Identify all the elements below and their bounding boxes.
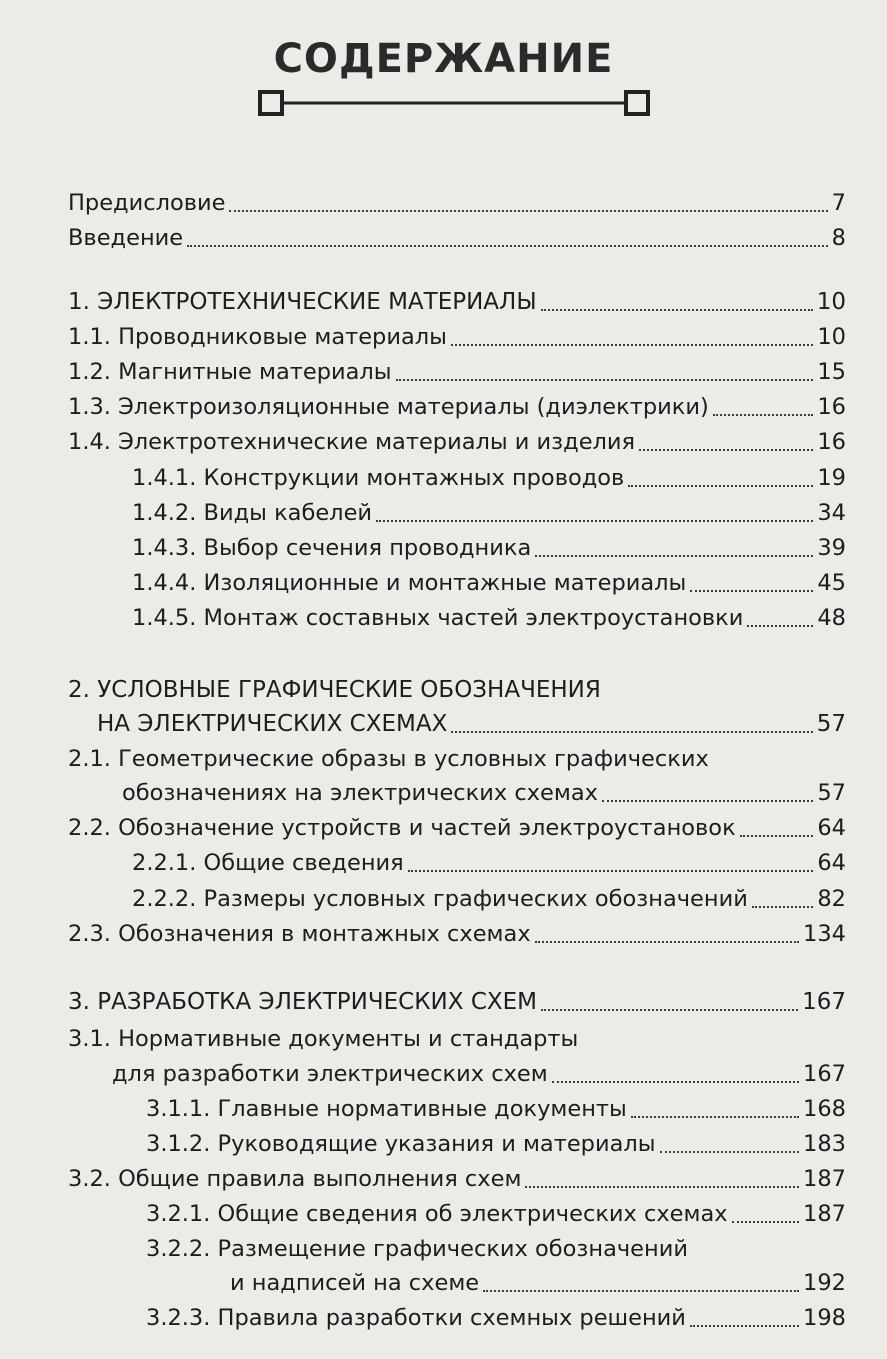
toc-entry-label: Предисловие <box>68 190 226 216</box>
toc-entry-2-3[interactable] <box>68 919 846 949</box>
leader-dots <box>628 479 813 487</box>
leader-dots <box>747 619 813 627</box>
toc-entry-label: 3.2. Общие правила выполнения схем <box>68 1166 522 1192</box>
leader-dots <box>541 303 813 311</box>
toc-page-number: 19 <box>817 465 846 491</box>
toc-entry-label: 3.2.3. Правила разработки схемных решений <box>146 1305 686 1331</box>
toc-entry-1-4-2[interactable] <box>132 498 846 528</box>
toc-page-number: 198 <box>803 1305 846 1331</box>
toc-entry-1-4-1[interactable] <box>132 463 846 493</box>
toc-entry-1-1[interactable] <box>68 322 846 352</box>
toc-section-2-line1[interactable]: 2. УСЛОВНЫЕ ГРАФИЧЕСКИЕ ОБОЗНАЧЕНИЯ <box>68 677 601 703</box>
toc-entry-label: НА ЭЛЕКТРИЧЕСКИХ СХЕМАХ <box>97 711 448 737</box>
toc-entry-label: для разработки электрических схем <box>112 1061 548 1087</box>
toc-page-number: 7 <box>831 190 846 216</box>
toc-page-number: 187 <box>803 1166 846 1192</box>
toc-entry-label: 3. РАЗРАБОТКА ЭЛЕКТРИЧЕСКИХ СХЕМ <box>68 989 538 1015</box>
leader-dots <box>535 935 799 943</box>
toc-entry-3-2-3[interactable] <box>146 1303 846 1333</box>
leader-dots <box>408 864 814 872</box>
leader-dots <box>732 1215 799 1223</box>
page-title: СОДЕРЖАНИЕ <box>273 36 614 82</box>
leader-dots <box>639 443 813 451</box>
leader-dots <box>690 584 813 592</box>
leader-dots <box>525 1180 799 1188</box>
toc-entry-label: 1.4. Электротехнические материалы и изделия <box>68 429 636 455</box>
leader-dots <box>229 204 827 212</box>
toc-page-number: 57 <box>817 780 846 806</box>
toc-page-number: 134 <box>803 921 846 947</box>
toc-entry-label: 1.4.3. Выбор сечения проводника <box>132 535 532 561</box>
leader-dots <box>552 1075 799 1083</box>
toc-entry-3-1-line1[interactable]: 3.1. Нормативные документы и стандарты <box>68 1026 579 1052</box>
leader-dots <box>483 1284 799 1292</box>
toc-entry-label: 1.4.1. Конструкции монтажных проводов <box>132 465 625 491</box>
toc-entry-label: 2.3. Обозначения в монтажных схемах <box>68 921 531 947</box>
toc-entry-label: 3.1.2. Руководящие указания и материалы <box>146 1131 656 1157</box>
leader-dots <box>451 725 812 733</box>
toc-entry-label: и надписей на схеме <box>230 1270 480 1296</box>
leader-dots <box>713 408 814 416</box>
toc-entry-1-4[interactable] <box>68 427 846 457</box>
leader-dots <box>631 1110 799 1118</box>
toc-page-number: 57 <box>816 711 846 737</box>
toc-page-number: 187 <box>803 1201 846 1227</box>
leader-dots <box>535 549 813 557</box>
toc-page-number: 64 <box>817 815 846 841</box>
toc-entry-label: 1.4.4. Изоляционные и монтажные материалы <box>132 570 687 596</box>
toc-page-number: 167 <box>803 1061 846 1087</box>
toc-section-2[interactable] <box>97 709 846 739</box>
toc-entry-label: 2.2. Обозначение устройств и частей электроустановок <box>68 815 736 841</box>
toc-entry-label: 1.3. Электроизоляционные материалы (диэлектрики) <box>68 394 709 420</box>
toc-page-number: 192 <box>803 1270 846 1296</box>
toc-page-number: 168 <box>803 1096 846 1122</box>
toc-page-number: 48 <box>817 605 846 631</box>
toc-entry-label: 1.4.5. Монтаж составных частей электроустановки <box>132 605 744 631</box>
leader-dots <box>376 514 813 522</box>
toc-entry-label: 2.2.1. Общие сведения <box>132 850 404 876</box>
toc-page-number: 15 <box>817 359 846 385</box>
toc-page-number: 34 <box>817 500 846 526</box>
toc-entry-2-2[interactable] <box>68 813 846 843</box>
leader-dots <box>660 1145 800 1153</box>
leader-dots <box>602 794 813 802</box>
toc-entry-label: 1.1. Проводниковые материалы <box>68 324 447 350</box>
toc-page-number: 82 <box>817 886 846 912</box>
toc-entry-2-1[interactable] <box>122 778 846 808</box>
toc-page-number: 45 <box>817 570 846 596</box>
toc-entry-3-1-1[interactable] <box>146 1094 846 1124</box>
toc-entry-label: Введение <box>68 225 184 251</box>
toc-entry-1-4-3[interactable] <box>132 533 846 563</box>
toc-entry-foreword[interactable] <box>68 188 846 218</box>
toc-entry-label: 1.4.2. Виды кабелей <box>132 500 373 526</box>
toc-page-number: 16 <box>817 429 846 455</box>
toc-page-number: 39 <box>817 535 846 561</box>
toc-page-number: 8 <box>831 225 846 251</box>
toc-entry-intro[interactable] <box>68 223 846 253</box>
toc-entry-label: 3.2.1. Общие сведения об электрических схемах <box>146 1201 728 1227</box>
toc-section-1[interactable] <box>68 287 846 317</box>
leader-dots <box>187 239 828 247</box>
toc-page-number: 16 <box>817 394 846 420</box>
toc-page-number: 183 <box>803 1131 846 1157</box>
toc-section-3[interactable] <box>68 987 846 1017</box>
toc-entry-label: обозначениях на электрических схемах <box>122 780 598 806</box>
toc-entry-1-4-5[interactable] <box>132 603 846 633</box>
toc-entry-label: 1.2. Магнитные материалы <box>68 359 392 385</box>
toc-entry-label: 1. ЭЛЕКТРОТЕХНИЧЕСКИЕ МАТЕРИАЛЫ <box>68 289 537 315</box>
leader-dots <box>541 1003 798 1011</box>
toc-entry-1-2[interactable] <box>68 357 846 387</box>
toc-entry-3-2-2[interactable] <box>230 1268 846 1298</box>
title-ornament <box>256 86 652 122</box>
toc-entry-1-3[interactable] <box>68 392 846 422</box>
toc-entry-label: 3.1.1. Главные нормативные документы <box>146 1096 627 1122</box>
toc-entry-3-2[interactable] <box>68 1164 846 1194</box>
leader-dots <box>690 1319 799 1327</box>
toc-page-number: 10 <box>817 324 846 350</box>
toc-page-number: 10 <box>816 289 846 315</box>
toc-page-number: 167 <box>802 989 846 1015</box>
toc-entry-3-1-2[interactable] <box>146 1129 846 1159</box>
toc-entry-label: 2.2.2. Размеры условных графических обозначений <box>132 886 748 912</box>
toc-entry-1-4-4[interactable] <box>132 568 846 598</box>
leader-dots <box>740 829 814 837</box>
leader-dots <box>396 373 814 381</box>
toc-entry-3-2-1[interactable] <box>146 1199 846 1229</box>
toc-entry-2-2-2[interactable] <box>132 884 846 914</box>
toc-entry-2-1-line1[interactable]: 2.1. Геометрические образы в условных графических <box>68 746 709 772</box>
leader-dots <box>451 338 813 346</box>
toc-entry-3-1[interactable] <box>112 1059 846 1089</box>
toc-page-number: 64 <box>817 850 846 876</box>
leader-dots <box>752 900 814 908</box>
toc-entry-2-2-1[interactable] <box>132 848 846 878</box>
toc-entry-3-2-2-line1[interactable]: 3.2.2. Размещение графических обозначений <box>146 1236 688 1262</box>
